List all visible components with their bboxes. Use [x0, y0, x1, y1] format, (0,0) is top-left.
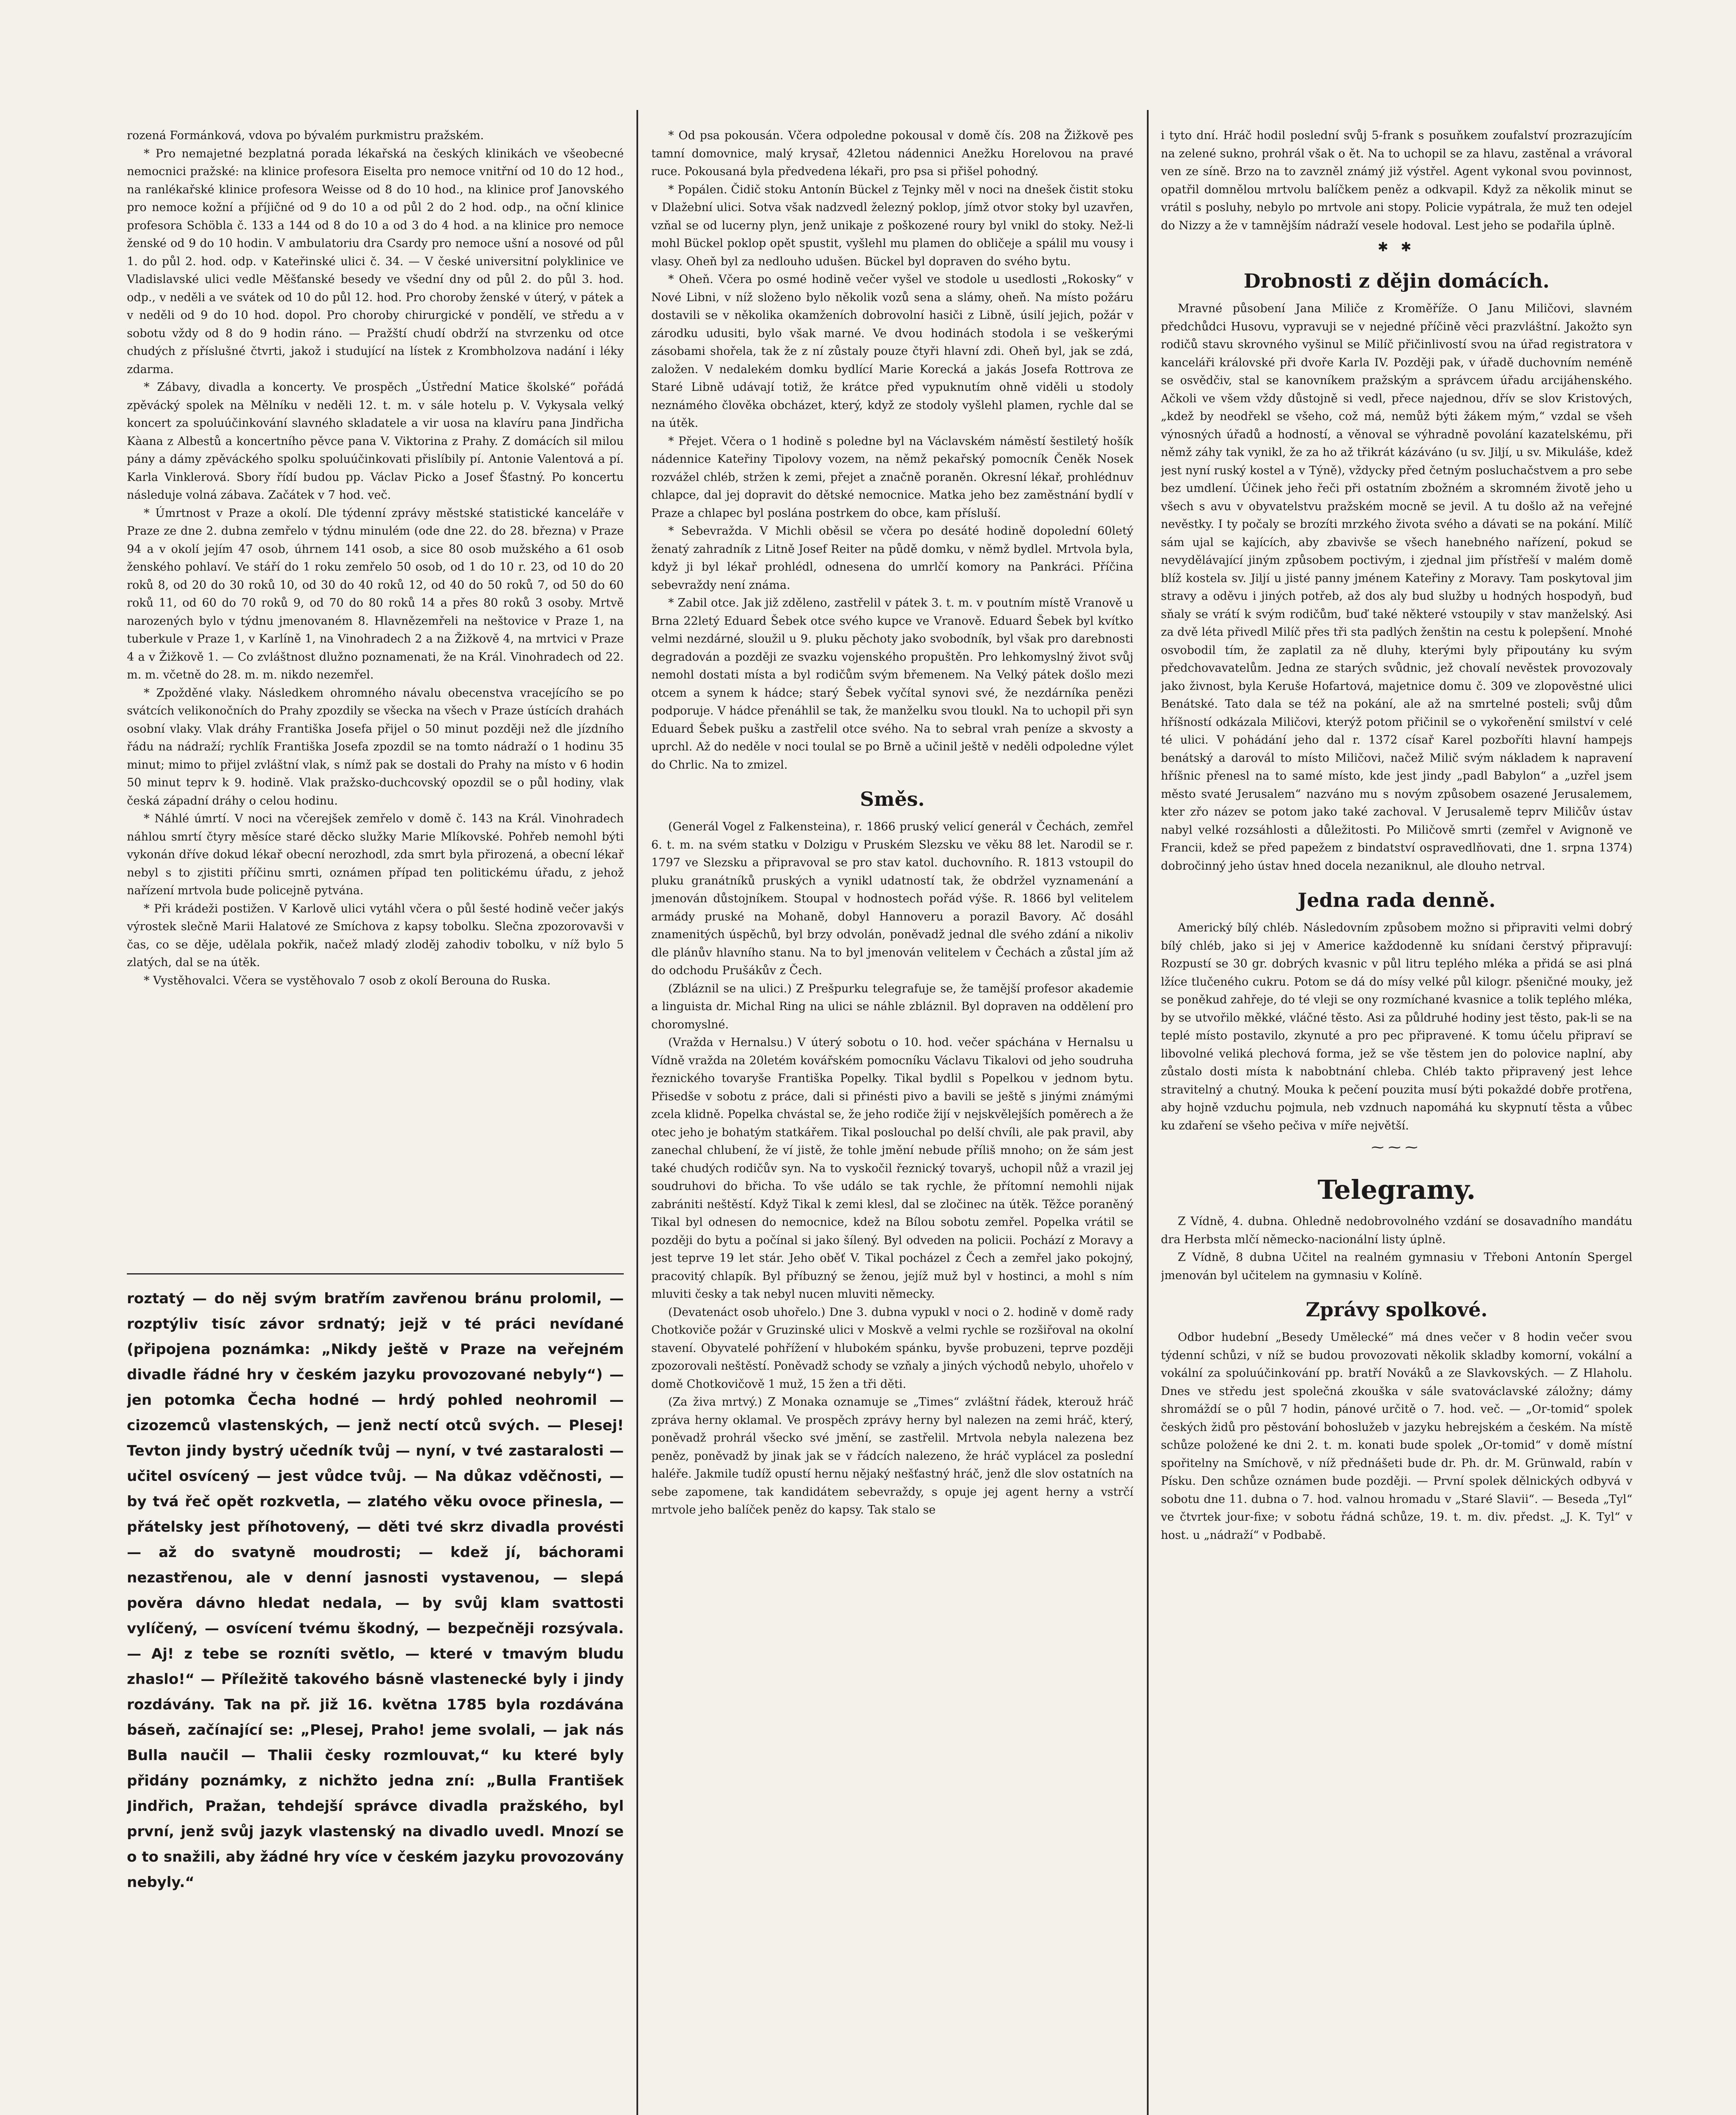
- article-ohen: * Oheň. Včera po osmé hodině večer vyšel ve stodole u usedlosti „Rokosky“ v Nové Libni, v níž složeno bylo několik vozů sena a slámy, oheň. Na místo požáru dostavili se v několika okamženích dobrovolní hasiči z Libně, úsilí jejich, požár v zárodku udusiti, bylo však marné. Ve dvou hodinách stodola i se veškerými zásobami shořela, tak že z ní zůstaly pouze čtyři hlavní zdi. Oheň byl, jak se zdá, založen. V nedalekém domku bydlící Marie Korecká a jakás Josefa Rottrova ze Staré Libně udávají totiž, že krátce před vypuknutím ohně viděli u stodoly neznámého člověka obcházet, který, když ze stodoly vyšlehl plamen, rychle dal se na útěk.: [651, 273, 1133, 430]
- column-3: [1161, 127, 1632, 2115]
- article-porada-lekarska: * Pro nemajetné bezplatná porada lékařská na českých klinikách ve všeobecné nemocnici pražské: na klinice profesora Eiselta pro nemoce vnitřní od 10 do 12 hod., na ranlékařské klinice profesora Weisse od 8 do 10 hod., na klinice prof Janovského pro nemoce kožní a příjičné od 9 do 10 a od půl 2 do 2 hod. odp., na oční klinice profesora Schöbla č. 133 a 144 od 8 do 10 a od 3 do 4 hod. a na klinice pro nemoce ženské od 9 do 10 hodin. V ambulatoriu dra Csardy pro nemoce ušní a nosové od půl 1. do půl 2. hod. odp. v Kateřinské ulici č. 34. — V české universitní polyklinice ve Vladislavské ulici vedle Měšťanské besedy ve všední dny od půl 2. do půl 3. hod. odp., v neděli a ve svátek od 10 do půl 12. hod. Pro choroby ženské v úterý, v pátek a v neděli od 9 do 10 hod. dopol. Pro choroby chirurgické v pondělí, ve středu a v sobotu vždy od 8 do 9 hodin ráno. — Pražští chudí obdrží na stvrzenku od otce chudých z příslušné čtvrti, jakož i studující na lístek z Krombholzova nadání i léky zdarma.: [127, 147, 624, 376]
- article-od-psa: * Od psa pokousán. Včera odpoledne pokousal v domě čís. 208 na Žižkově pes tamní domovnice, malý krysař, 42letou nádennici Anežku Horelovou na pravé ruce. Pokousaná byla předvedena lékaři, pro psa si přišel pohodný.: [651, 129, 1133, 178]
- article-hrac-continued: i tyto dní. Hráč hodil poslední svůj 5-frank s posuňkem zoufalství prozrazujícím na zelené sukno, prohrál však o ět. Na to uchopil se za hlavu, zastěnal a vrávoral ven ze síně. Brzo na to zavzněl známý již výstřel. Agent vykonal svou povinnost, opatřil domnělou mrtvolu balíčkem peněz a odkvapil. Když za několik minut se vrátil s posluhy, nebylo po mrtvole ani stopy. Policie vypátrala, že muž ten odejel do Nizzy a že v tamnějším nádraží vesele hodoval. Lest jeho se podařila úplně.: [1161, 129, 1632, 232]
- article-umrtnost: * Úmrtnost v Praze a okolí. Dle týdenní zprávy městské statistické kanceláře v Praze ze dne 2. dubna zemřelo v týdnu minulém (ode dne 22. do 28. března) v Praze 94 a v okolí jejím 47 osob, úhrnem 141 osob, a sice 80 osob mužského a 61 osob ženského pohlaví. Ve stáří do 1 roku zemřelo 50 osob, od 1 do 10 r. 23, od 10 do 20 roků 8, od 20 do 30 roků 10, od 30 do 40 roků 12, od 40 do 50 roků 7, od 50 do 60 roků 11, od 60 do 70 roků 9, od 70 do 80 roků 14 a přes 80 roků 3 osoby. Mrtvě narozených bylo v týdnu jmenovaném 8. Hlavnězemřeli na neštovice v Praze 1, na tuberkule v Praze 1, v Karlíně 1, na Vinohradech 2 a na Žižkově 4, na mrtvici v Praze 4 a v Žižkově 1. — Co zvláštnost dlužno poznamenati, že na Král. Vinohradech od 22. m. m. včetně do 28. m. m. nikdo nezemřel.: [127, 506, 624, 681]
- article-vystehovalci: * Vystěhovalci. Včera se vystěhovalo 7 osob z okolí Berouna do Ruska.: [144, 974, 551, 987]
- article-prejet: * Přejet. Včera o 1 hodině s poledne byl na Václavském náměstí šestiletý hošík nádennice Kateřiny Tipolovy vozem, na němž pekařský pomocník Čeněk Nosek rozvážel chléb, stržen k zemi, přejet a značně poraněn. Okresní lékař, prohlédnuv chlapce, dal jej dopravit do dětské nemocnice. Matka jeho bez zaměstnání bydlí v Praze a chlapec byl poslána postrkem do obce, kam přísluší.: [651, 434, 1133, 520]
- article-popalen: * Popálen. Čidič stoku Antonín Bückel z Tejnky měl v noci na dnešek čistit stoku v Dlažební ulici. Sotva však nadzvedl železný poklop, jímž otvor stoky byl uzavřen, vzňal se od lucerny plyn, jenž unikaje z poškozené roury byl vnikl do stoky. Než-li mohl Bückel poklop opět spustit, vyšlehl mu plamen do obličeje a spálil mu vousy i vlasy. Oheň byl za nedlouho udušen. Bückel byl dopraven do svého bytu.: [651, 183, 1133, 268]
- heading-jedna-rada: Jedna rada denně.: [1297, 889, 1496, 912]
- article-sebevrazda: * Sebevražda. V Michli oběsil se včera po desáté hodině dopolední 60letý ženatý zahradník z Litně Josef Reiter na půdě domku, v němž bydlel. Mrtvola byla, když ji byl lékař prohlédl, odnesena do umrlčí komory na Pankráci. Příčina sebevraždy není známa.: [651, 525, 1133, 592]
- telegram-vienna-2: Z Vídně, 8 dubna Učitel na realném gymnasiu v Třeboni Antonín Spergel jmenován byl učitelem na gymnasiu v Kolíně.: [1161, 1251, 1632, 1282]
- column-1: [127, 127, 624, 1269]
- article-vrazda-hernals: (Vražda v Hernalsu.) V úterý sobotu o 10. hod. večer spáchána v Hernalsu u Vídně vražda na 20letém kovářském pomocníku Václavu Tikalovi od jeho soudruha řeznického tovaryše Františka Popelky. Tikal bydlil s Popelkou v jednom bytu. Přisedše v sobotu z práce, dali si přinésti pivo a bavili se ještě s jinými známými zcela klidně. Popelka chvástal se, že jeho rodiče žijí v nejskvělejších poměrech a že otec jeho je bohatým statkářem. Tikal poslouchal po delší chvíli, ale pak pravil, aby zanechal chlubení, že ví jistě, že tohle jmění nebude příliš mnoho; on že sám jest také chudých rodičův syn. Na to vyskočil řeznický tovaryš, uchopil nůž a vrazil jej soudruhovi do břicha. To vše událo se tak rychle, že přítomní nemohli nijak zabrániti neštěstí. Když Tikal k zemi klesl, dal se zločinec na útěk. Těžce poraněný Tikal byl odnesen do nemocnice, kdež na Bílou sobotu zemřel. Popelka vrátil se později do bytu a počínal si jako šílený. Byl odveden na policii. Pochází z Moravy a jest teprve 19 let stár. Jeho oběť V. Tikal pocházel z Čech a zemřel jako pokojný, pracovitý chlapík. Byl příbuzný se ženou, jejíž muž byl v hostinci, a mohl s ním mluviti česky a tak nebyl nucen mluviti německy.: [651, 1036, 1133, 1301]
- article-formankova: rozená Formánková, vdova po bývalém purkmistru pražském.: [127, 129, 484, 142]
- feuilleton-text: roztatý — do něj svým bratřím zavřenou bránu prolomil, — rozptýliv tisíc závor srdnatý; jejž v té práci nevídané (připojena poznámka: „Nikdy ještě v Praze na veřejném divadle řádné hry v českém jazyku provozované nebyly“) — jen potomka Čecha hodné — hrdý pohled neohromil — cizozemců vlastenských, — jenž nectí otců svých. — Plesej! Tevton jindy bystrý učedník tvůj — nyní, v tvé zastaralosti — učitel osvícený — jest vůdce tvůj. — Na důkaz vděčnosti, — by tvá řeč opět rozkvetla, — zlatého věku ovoce přinesla, — přátelsky jest příhotovený, — děti tvé skrz divadla provésti — až do svatyně moudrosti; — kdež jí, báchorami nezastřenou, ale v denní jasnosti vystavenou, — slepá pověra dávno hledat nedala, — by svůj klam svattosti vylíčený, — osvícení tvému škodný, — bezpečněji rozsývala. — Aj! z tebe se rozníti světlo, — které v tmavým bludu zhaslo!“ — Příležitě takového básně vlastenecké byly i jindy rozdávány. Tak na př. již 16. května 1785 byla rozdávána báseň, začínající se: „Plesej, Praho! jeme svolali, — jak nás Bulla naučil — Thalii česky rozmlouvat,“ ku které byly přidány poznámky, z nichžto jedna zní: „Bulla František Jindřich, Pražan, tehdejší správce divadla pražského, byl první, jenž svůj jazyk vlastenský na divadlo uvedl. Mnozí se o to snažili, aby žádné hry více v českém jazyku provozovány nebyly.“: [127, 1290, 624, 1891]
- heading-smes: Směs.: [860, 788, 925, 810]
- heading-drobnosti: Drobnosti z dějin domácích.: [1243, 269, 1550, 292]
- heading-zpravy-spolkove: Zprávy spolkové.: [1305, 1298, 1488, 1321]
- article-besedy-umelecke: Odbor hudební „Besedy Umělecké“ má dnes večer v 8 hodin večer svou týdenní schůzi, v níž se budou provozovati několik skladby komorní, vokální a vokální za spoluúčinkování pp. bratří Nováků a ze Slavkovských. — Z Hlaholu. Dnes ve středu jest společná zkouška v sále svatováclavské záložny; dámy shromáždí se o půl 7 hodin, pánové určitě o 7. hod. več. — „Or-tomid“ spolek českých židů pro pěstování bohoslužeb v jazyku hebrejském a českém. Na místě schůze položené ke dni 2. t. m. konati bude spolek „Or-tomid“ v domě místní spořitelny na Smíchově, v níž přednášeti bude dr. Ph. dr. M. Grünwald, rabín v Písku. Den schůze oznámen bude později. — První spolek dělnických odbyvá v sobotu dne 11. dubna o 7. hod. valnou hromadu v „Staré Slavii“. — Beseda „Tyl“ ve čtvrtek jour-fixe; v sobotu řádná schůze, 19. t. m. div. předst. „J. K. Tyl“ v host. u „nádraží“ v Podbabě.: [1161, 1331, 1632, 1542]
- feuilleton-rule: [127, 1273, 624, 1274]
- article-devatenact-osob: (Devatenáct osob uhořelo.) Dne 3. dubna vypukl v noci o 2. hodině v domě rady Chotkoviče požár v Gruzinské ulici v Moskvě a velmi rychle se rozšiřoval na okolní stavení. Obyvatelé pohřížení v hlubokém spánku, byvše probuzeni, teprve později zpozorovali neštěstí. Poněvadž schody se vzňaly a jiných východů nebylo, uhořelo v domě Chotkovičově 1 muž, 15 žen a tři děti.: [651, 1305, 1133, 1391]
- article-nahle-umrti: * Náhlé úmrtí. V noci na včerejšek zemřelo v domě č. 143 na Král. Vinohradech náhlou smrtí čtyry měsíce staré děcko služky Marie Mlíkovské. Pohřeb nemohl býti vykonán dříve dokud lékař obecní nerozhodl, zda smrt byla přirozená, a obecní lékař nebyl s to zjistiti příčinu smrti, oznámen případ ten politickému úřadu, z jehož nařízení mrtvola bude policejně pytvána.: [127, 812, 624, 897]
- article-zabavy: * Zábavy, divadla a koncerty. Ve prospěch „Ústřední Matice školské“ pořádá zpěvácký spolek na Mělníku v neděli 12. t. m. v sále hotelu p. V. Vykysala velký koncert za spoluúčinkování slavného skladatele a vir uosa na klavíru pana Jindřicha Kàana z Albestů a koncertního pěvce pana V. Viktorina z Prahy. Z domácích sil milou pány a dámy zpěváckého spolku spoluúčinkovati přislíbily pí. Antonie Valentová a pí. Karla Vinklerová. Sbory řídí budou pp. Václav Picko a Josef Šťastný. Po koncertu následuje volná zábava. Začátek v 7 hod. več.: [127, 381, 624, 502]
- article-zblaznil: (Zbláznil se na ulici.) Z Prešpurku telegrafuje se, že tamější profesor akademie a linguista dr. Michal Ring na ulici se náhle zbláznil. Byl dopraven na oddělení pro choromyslné.: [651, 982, 1133, 1031]
- article-milic: Mravné působení Jana Miliče z Kroměříže. O Janu Miličovi, slavném předchůdci Husovu, vypravuji se v nejedné příčině věci prazvláštní. Jakožto syn rodičů stavu skrovného vyšinul se Milíč přičinlivostí svou na úřad registratora v kanceláři královské při dvoře Karla IV. Později pak, v úřadě duchovním neméně se osvědčiv, stal se kanovníkem pražským a správcem úřadu arcijáhenského. Ačkoli ve všem vždy důstojně si vedl, přece najednou, dřív se slov Kristových, „kdež by neodřekl se všeho, což má, nemůž býti žákem mým,“ vzdal se všeh výnosných úřadů a hodností, a věnoval se výhradně povolání kazatelskému, při němž záhy tak vynikl, že za ho až třikrát kázáváno (u sv. Jiljí, u sv. Mikuláše, kdež jest nyní ruský kostel a v Týně), vždycky před četným posluchačstvem a pro sebe bez umdlení. Účinek jeho řeči při ostatním zbožném a skromném životě jeho u všech s avu v obyvatelstvu pražském mocně se jevil. A tu došlo až na veřejné nevěstky. I ty počaly se brozíti mrzkého života svého a dávati se na pokání. Milíč sám ujal se kajících, aby zbavivše se všech hanebného nařízení, pokud se nevydělávající jiným způsobem poctivým, i zjednal jim přístřeší v malém domě blíž kostela sv. Jiljí u jisté panny jménem Kateřiny z Moravy. Tam poskytoval jim stravy a oděvu i jiných potřeb, až dos aly bud služby u hodných hospodyň, buď sňaly se vrátí k svým rodičům, buď také některé vstoupily v stav manželský. Asi za dvě léta přivedl Milíč přes tři sta padlých ženštin na cestu k polepšení. Mnohé osvobodil tím, že zaplatil za ně dluhy, kterými byly připoutány ku svým předchovavatelům. Jedna ze starých svůdnic, jež chovalí nevěstek provozovaly jako živnost, byla Keruše Hofartová, majetnice domu č. 309 ve zlopověstné ulici Benátské. Tato dala se též na pokání, ale až na smrtelné posteli; svůj dům hříšností odkázala Miličovi, kterýž potom přičinil se o vykořenění smilství v celé té ulici. V pohádání jeho dal r. 1372 císař Karel pozboříti hlavní hampejs benátský a darovál to místo Miličovi, načež Milič svým nákladem k napravení hříšnic přenesl na to samé místo, kde jest jindy „padl Babylon“ a „uzřel jsem město svaté Jerusalem“ nazváno mu s novým způsobem osazené Jerusalemem, kter zřo název se potom jako také zachoval. V Jerusalemě teprv Miličův ústav nabyl velké rozsáhlosti a důležitosti. Po Miličově smrti (zemřel v Avignoně ve Francii, kdež se před papežem z bindatství ospravedlňovati, dne 1. srpna 1374) dobročinný jeho ústav hned docela nezaniknul, ale dlouho netrval.: [1161, 302, 1632, 873]
- column-rule-1: [636, 110, 638, 2115]
- ornament-divider: ⁓⁓⁓: [1371, 1140, 1422, 1155]
- heading-telegramy: Telegramy.: [1317, 1174, 1476, 1205]
- article-za-ziva-mrtvy: (Za živa mrtvý.) Z Monaka oznamuje se „Times“ zvláštní řádek, kterouž hráč zpráva herny oklamal. Ve prospěch zprávy herny byl nalezen na zemi hráč, který, poněvadž prohrál všecko své jmění, se zastřelil. Mrtvola nebyla nalezena bez peněz, poněvadž by jinak jak se v řádcích nalezeno, že hráč vyplácel za poslední haléře. Jakmile tudíž opustí hernu nějaký nešťastný hráč, jenž dle slov ostatních na sebe zapomene, tak kandidátem sebevraždy, s opuje jej agent herny a vstrčí mrtvole jeho balíček peněz do kapsy. Tak stalo se: [651, 1395, 1133, 1516]
- column-2: [651, 127, 1133, 2115]
- telegram-vienna-1: Z Vídně, 4. dubna. Ohledně nedobrovolného vzdání se dosavadního mandátu dra Herbsta mlčí německo-nacionální listy úplně.: [1161, 1215, 1632, 1246]
- column-rule-2: [1147, 110, 1149, 2115]
- article-kradez: * Při krádeži postižen. V Karlově ulici vytáhl včera o půl šesté hodině večer jakýs výrostek slečně Marii Halatové ze Smíchova z kapsy tobolku. Slečna zpozorovavši v čas, co se děje, udělala pokřik, načež mladý zloděj zahodiv tobolku, v níž bylo 5 zlatých, dal se na útěk.: [127, 902, 624, 969]
- article-zpozdene-vlaky: * Zpožděné vlaky. Následkem ohromného návalu obecenstva vracejícího se po svátcích velikonočních do Prahy zpozdily se všecka na všech v Praze ústících drahách osobní vlaky. Vlak dráhy Františka Josefa přijel o 50 minut později než dle jízdního řádu na nádraží; rychlík Františka Josefa zpozdil se na tomto nádraží o 1 hodinu 35 minut; mimo to přijel zvláštní vlak, s nímž pak se dostali do Prahy na místo v 6 hodin 50 minut teprv k 9. hodině. Vlak pražsko-duchcovský opozdil se o půl hodiny, vlak česká západní dráhy o celou hodinu.: [127, 686, 624, 808]
- article-zabil-otce: * Zabil otce. Jak již zděleno, zastřelil v pátek 3. t. m. v poutním místě Vranově u Brna 22letý Eduard Šebek otce svého kupce ve Vranově. Eduard Šebek byl kvítko velmi nezdárné, sloužil u 9. pluku pěchoty jako svobodník, byl však pro darebnosti degradován a později ze svazku vojenského propuštěn. Pro lehkomyslný život svůj nemohl dostati místa a byl rodičům svým břemenem. Na Velký pátek došlo mezi otcem a synem k hádce; starý Šebek vyčítal synovi své, že nezdárníka penězi podporuje. V hádce přenáhlil se tak, že manželku svou tloukl. Na to uchopil při syn Eduard Šebek pušku a zastřelil otce svého. Na to sebral vrah peníze a skvosty a uprchl. Až do neděle v noci toulal se po Brně a učinil ještě v neděli odpoledne výlet do Chrlic. Na to zmizel.: [651, 596, 1133, 772]
- article-bily-chleb: Americký bílý chléb. Následovním způsobem možno si připraviti velmi dobrý bílý chléb, jako si jej v Americe každodenně ku snídani čerstvý připravují: Rozpustí se 30 gr. dobrých kvasnic v půl litru teplého mléka a přidá se asi plná lžíce tlučeného cukru. Potom se dá do mísy velké půl kilogr. pšeničné mouky, jež se poněkud zahřeje, do té vleji se ony rozmíchané kvasnice a tolik teplého mléka, by se utvořilo měkké, vláčné těsto. Asi za půldruhé hodiny jest těsto, pak-li se na teplé místo postavilo, zkynuté a pro pec připravené. K tomu účelu připraví se libovolné veliká plechová forma, jež se vše těstem jen do polovice naplní, aby zůstalo dosti místa k nabobtnání chleba. Chléb takto připravený jest lehce stravitelný a chutný. Mouka k pečení pouzita musí býti pokaždé dobře protřena, aby hojně vzduchu pojmula, neb vzdnuch napomáhá ku skypnutí těsta a vůbec ku zdaření se všeho pečiva v míře největší.: [1161, 921, 1632, 1132]
- article-general-vogel: (Generál Vogel z Falkensteina), r. 1866 pruský velicí generál v Čechách, zemřel 6. t. m. na svém statku v Dolzigu v Pruském Slezsku ve věku 88 let. Narodil se r. 1797 ve Slezsku a připravoval se pro stav katol. duchovního. R. 1813 vstoupil do pluku granátníků pruských a vynikl udatností tak, že obdržel vyznamenání a jmenován důstojníkem. Stoupal v hodnostech pořád výše. R. 1866 byl velitelem armády pruské na Mohaně, dobyl Hannoveru a porazil Bavory. Ač dosáhl znamenitých úspěchů, byl brzy odvolán, poněvadž jednal dle svého zdání a nikoliv dle plánův hlavního stanu. Na to byl jmenován velitelem v Čechách a zůstal jím až do odchodu Prušákův z Čech.: [651, 820, 1133, 977]
- ornament-stars: ✱ ✱: [1377, 240, 1416, 255]
- feuilleton: [127, 1286, 624, 2115]
